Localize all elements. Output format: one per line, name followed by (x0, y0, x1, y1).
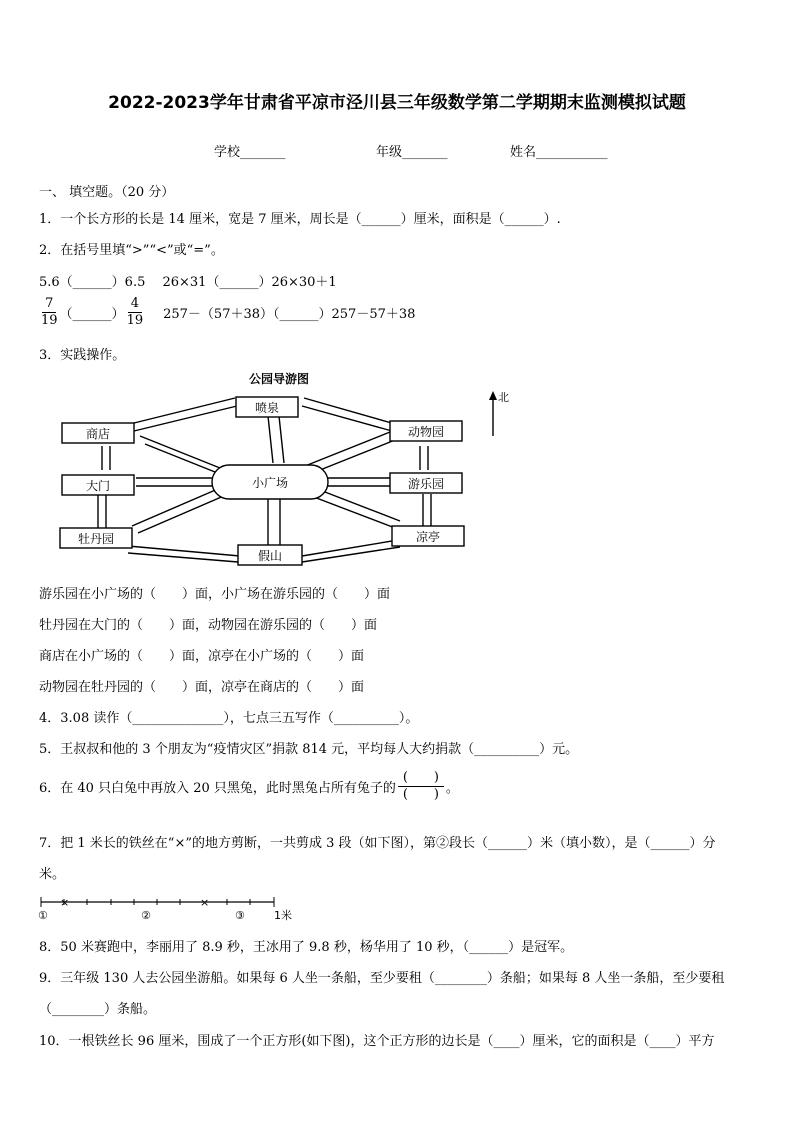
node-hill: 假山 (257, 549, 283, 563)
grade-blank: _______ (402, 145, 448, 160)
question-6 (39, 770, 459, 803)
question-10: 10．一根铁丝长 96 厘米，围成了一个正方形(如下图)，这个正方形的边长是（____）厘米，它的面积是（____）平方 (39, 1034, 715, 1049)
question-9-line-2: （________）条船。 (39, 1002, 157, 1017)
cut-mark: × (60, 896, 70, 909)
map-question-4: 动物园在牡丹园的（ ）面，凉亭在商店的（ ）面 (39, 680, 365, 695)
node-park: 游乐园 (407, 477, 445, 491)
answer-fraction (398, 770, 444, 803)
question-6-text: 6．在 40 只白兔中再放入 20 只黑兔，此时黑兔占所有兔子的 (39, 781, 396, 796)
question-7-line-2: 米。 (39, 867, 66, 882)
school-blank: _______ (240, 145, 286, 160)
school-label: 学校 (214, 145, 241, 160)
park-map (40, 368, 520, 573)
segment-1-label: ① (38, 909, 48, 922)
section-heading: 一、 填空题。（20 分） (39, 185, 175, 200)
north-label: 北 (498, 391, 509, 404)
page-title: 2022-2023学年甘肃省平凉市泾川县三年级数学第二学期期末监测模拟试题 (108, 93, 686, 113)
question-6-end: 。 (445, 781, 459, 796)
fraction-denominator: 19 (41, 313, 58, 328)
segment-3-label: ③ (235, 909, 245, 922)
node-gate: 大门 (85, 479, 111, 493)
compare-blank: （______） (59, 307, 125, 322)
name-field (510, 141, 608, 160)
fraction-denominator: ( ) (402, 787, 439, 802)
question-9-line-1: 9．三年级 130 人去公园坐游船。如果每 6 人坐一条船，至少要租（________）条船；如果每 8 人坐一条船，至少要租 (39, 971, 725, 986)
question-7-line-1: 7．把 1 米长的铁丝在“×”的地方剪断，一共剪成 3 段（如下图），第②段长（______）米（填小数），是（______）分 (39, 836, 716, 851)
question-5: 5．王叔叔和他的 3 个朋友为“疫情灾区”捐款 814 元，平均每人大约捐款（__________）元。 (39, 742, 579, 757)
node-peony: 牡丹园 (77, 532, 115, 546)
fraction-denominator: 19 (126, 313, 144, 328)
question-2-row-1: 5.6（______）6.5 26×31（______）26×30＋1 (39, 275, 337, 290)
fraction-4-19 (127, 296, 144, 329)
question-4: 4．3.08 读作（______________），七点三五写作（__________）。 (39, 711, 419, 726)
node-pavilion: 凉亭 (415, 530, 441, 544)
question-8: 8．50 米赛跑中，李丽用了 8.9 秒，王冰用了 9.8 秒，杨华用了 10 秒，（______）是冠军。 (39, 940, 574, 955)
node-pushquan: 喷泉 (254, 401, 280, 415)
compare-expression: 257－（57＋38）（______）257－57＋38 (163, 307, 416, 322)
map-question-3: 商店在小广场的（ ）面，凉亭在小广场的（ ）面 (39, 649, 365, 664)
question-2-row-2 (39, 296, 415, 329)
node-zoo: 动物园 (407, 425, 445, 439)
name-label: 姓名 (510, 145, 537, 160)
fraction-numerator: ( ) (398, 770, 444, 787)
map-question-1: 游乐园在小广场的（ ）面，小广场在游乐园的（ ）面 (39, 587, 391, 602)
name-blank: ___________ (536, 145, 608, 160)
ruler-unit-label: 1米 (274, 909, 292, 922)
map-question-2: 牡丹园在大门的（ ）面，动物园在游乐园的（ ）面 (39, 618, 378, 633)
fraction-7-19 (41, 296, 58, 329)
question-1: 1．一个长方形的长是 14 厘米，宽是 7 厘米，周长是（______）厘米，面积是（______）. (39, 212, 561, 227)
grade-label: 年级 (376, 145, 403, 160)
cut-mark: × (200, 896, 210, 909)
node-plaza: 小广场 (251, 476, 289, 490)
segment-2-label: ② (141, 909, 151, 922)
fraction-numerator: 4 (128, 296, 142, 313)
school-field (214, 141, 286, 160)
fraction-numerator: 7 (42, 296, 56, 313)
north-arrow-icon (489, 391, 509, 436)
wire-ruler (38, 892, 298, 922)
question-3: 3．实践操作。 (39, 348, 126, 363)
question-2: 2．在括号里填“>”“<”或“=”。 (39, 243, 224, 258)
node-shop: 商店 (85, 427, 111, 441)
grade-field (376, 141, 448, 160)
map-title: 公园导游图 (248, 372, 310, 386)
